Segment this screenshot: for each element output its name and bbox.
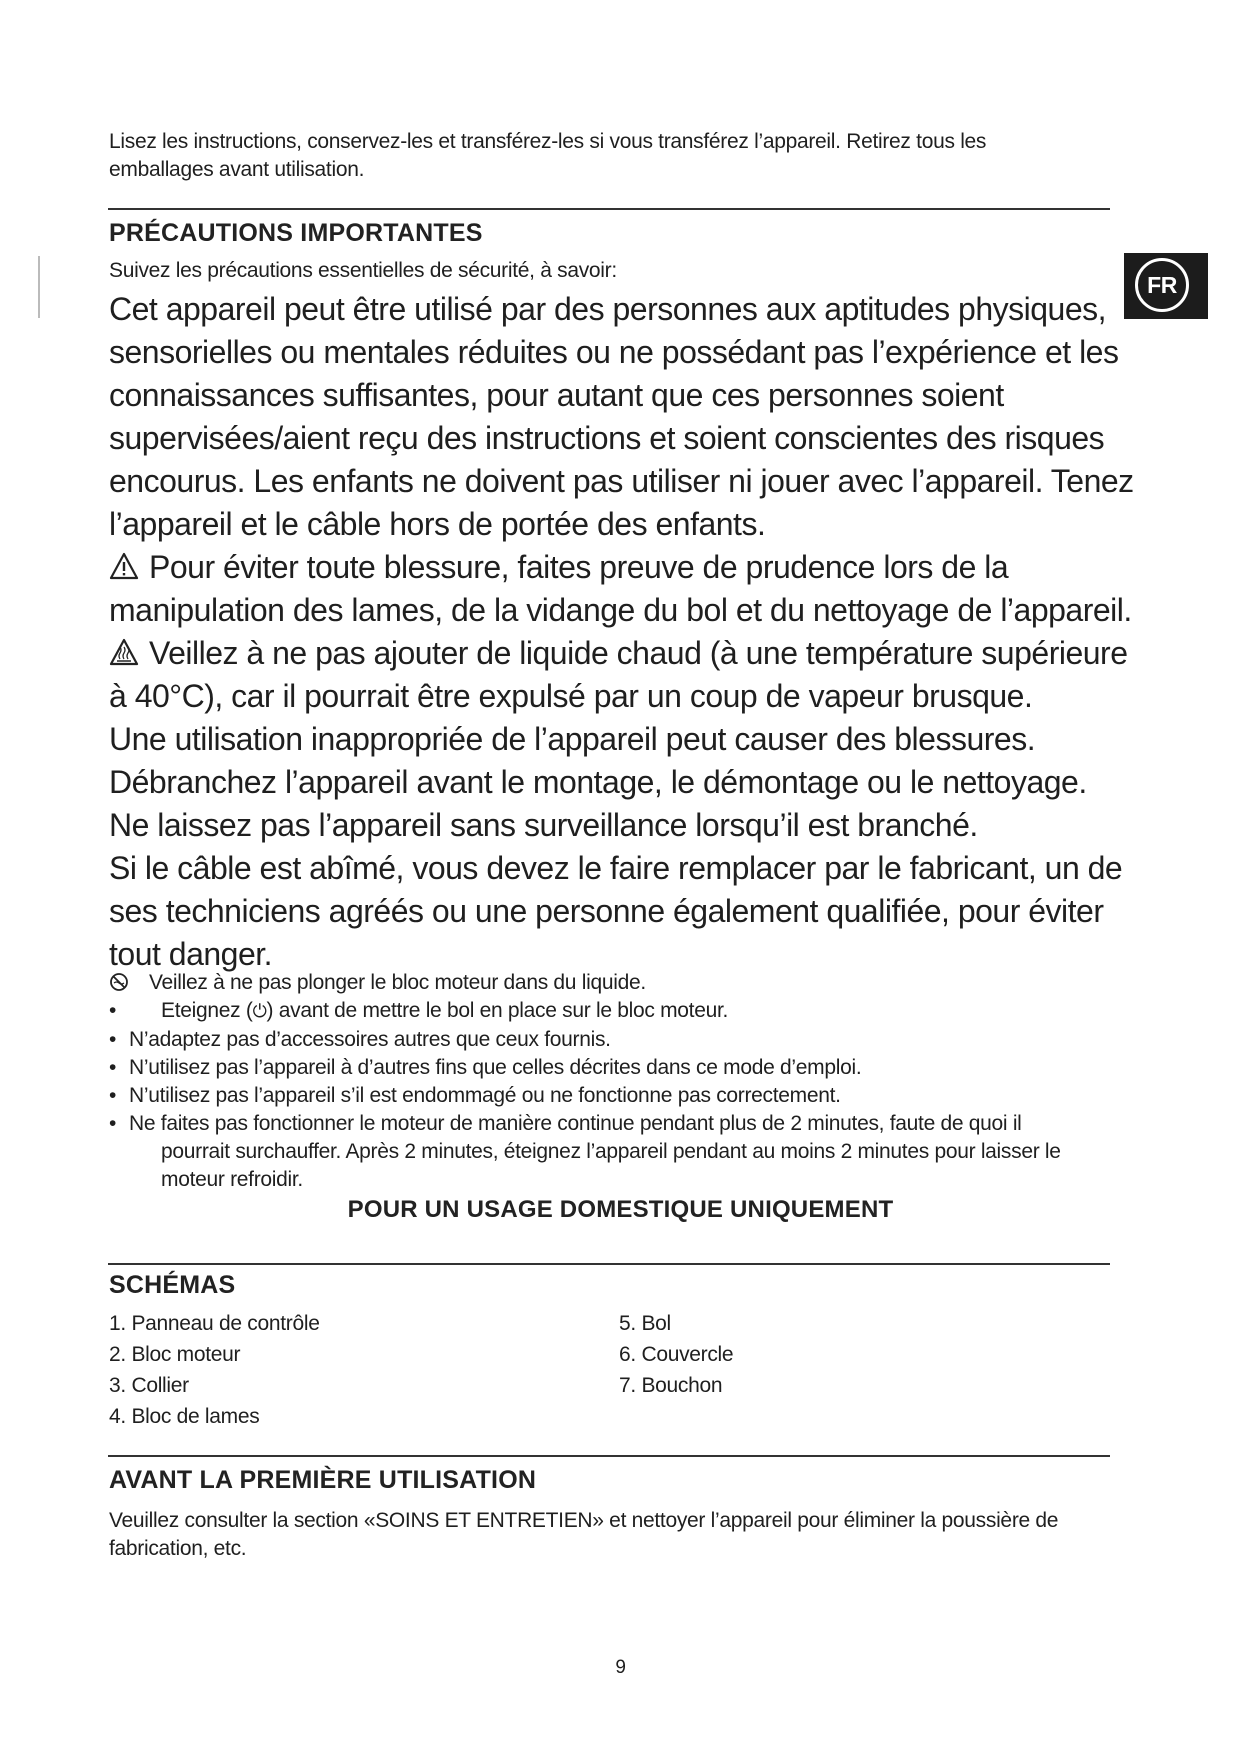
list-item-text: N’utilisez pas l’appareil à d’autres fins que celles décrites dans ce mode d’emploi. [129,1056,862,1079]
divider [108,208,1110,210]
precautions-list [109,969,1109,1194]
no-immerse-icon [109,969,149,997]
bullet-icon: • [109,1028,117,1051]
list-item [109,1110,1109,1138]
paragraph-line: sensorielles ou mentales réduites ou ne possédant pas l’expérience et les [109,334,1119,370]
list-item: 4. Bloc de lames [109,1405,260,1428]
paragraph-line: manipulation des lames, de la vidange du bol et du nettoyage de l’appareil. [109,592,1132,628]
list-item-continuation: pourrait surchauffer. Après 2 minutes, éteignez l’appareil pendant au moins 2 minutes pour laisser le [161,1140,1061,1163]
power-icon: ⏻ [252,1001,267,1022]
paragraph-line: supervisées/aient reçu des instructions et soient conscientes des risques [109,420,1105,456]
intro-line: Lisez les instructions, conservez-les et transférez-les si vous transférez l’appareil. Retirez tous les [109,130,987,153]
list-item [109,1026,1109,1054]
switch-off-text-before: Eteignez ( [161,999,253,1022]
paragraph-line: Si le câble est abîmé, vous devez le faire remplacer par le fabricant, un de [109,850,1123,886]
first-use-line: fabrication, etc. [109,1537,247,1560]
paragraph-line: connaissances suffisantes, pour autant que ces personnes soient [109,377,1004,413]
blade-warning-text: Pour éviter toute blessure, faites preuve de prudence lors de la [149,549,1009,585]
list-item [109,1082,1109,1110]
warning-triangle-icon [109,546,149,589]
list-item: 5. Bol [619,1312,671,1335]
language-badge [1124,253,1208,319]
hot-liquid-warning [109,632,1134,675]
list-item: 1. Panneau de contrôle [109,1312,320,1335]
hot-surface-warning-icon [109,632,149,675]
first-use-line: Veuillez consulter la section «SOINS ET ENTRETIEN» et nettoyer l’appareil pour éliminer la poussière de [109,1509,1059,1532]
precautions-main-paragraph [109,288,1134,976]
paragraph-line: Débranchez l’appareil avant le montage, le démontage ou le nettoyage. [109,764,1087,800]
list-item: 6. Couvercle [619,1343,734,1366]
first-use-heading: AVANT LA PREMIÈRE UTILISATION [109,1466,537,1494]
no-immerse-item [109,969,1109,997]
hot-liquid-warning-text: Veillez à ne pas ajouter de liquide chaud (à une température supérieure [149,635,1128,671]
paragraph-line: Une utilisation inappropriée de l’appareil peut causer des blessures. [109,721,1036,757]
page-number: 9 [615,1657,626,1678]
list-item-continuation: moteur refroidir. [161,1168,303,1191]
paragraph-line: l’appareil et le câble hors de portée des enfants. [109,506,766,542]
list-item-text: N’adaptez pas d’accessoires autres que ceux fournis. [129,1028,611,1051]
paragraph-line: encourus. Les enfants ne doivent pas utiliser ni jouer avec l’appareil. Tenez [109,463,1134,499]
list-item: 7. Bouchon [619,1374,723,1397]
schemas-list-left [109,1310,320,1434]
list-item-text: N’utilisez pas l’appareil s’il est endommagé ou ne fonctionne pas correctement. [129,1084,841,1107]
switch-off-text-after: ) avant de mettre le bol en place sur le bloc moteur. [266,999,729,1022]
list-item-text: Ne faites pas fonctionner le moteur de manière continue pendant plus de 2 minutes, faute de quoi il [129,1112,1022,1135]
precautions-heading: PRÉCAUTIONS IMPORTANTES [109,219,483,247]
schemas-heading: SCHÉMAS [109,1271,236,1299]
paragraph-line: ses techniciens agréés ou une personne également qualifiée, pour éviter [109,893,1104,929]
precautions-subtitle: Suivez les précautions essentielles de sécurité, à savoir: [109,259,617,282]
paragraph-line: tout danger. [109,936,273,972]
list-item: 2. Bloc moteur [109,1343,241,1366]
intro-text [109,128,986,184]
no-immerse-text: Veillez à ne pas plonger le bloc moteur dans du liquide. [149,971,646,994]
switch-off-item [109,997,1109,1026]
schemas-list-right [619,1310,733,1403]
intro-line: emballages avant utilisation. [109,158,365,181]
list-item: 3. Collier [109,1374,189,1397]
blade-warning [109,546,1134,589]
bullet-icon: • [109,1112,117,1135]
divider [108,1455,1110,1457]
paragraph-line: à 40°C), car il pourrait être expulsé par un coup de vapeur brusque. [109,678,1033,714]
paragraph-line: Ne laissez pas l’appareil sans surveillance lorsqu’il est branché. [109,807,978,843]
domestic-use-notice: POUR UN USAGE DOMESTIQUE UNIQUEMENT [347,1196,894,1223]
margin-mark [38,256,40,318]
divider [108,1263,1110,1265]
list-item [109,1054,1109,1082]
bullet-icon: • [109,1056,117,1079]
language-badge-label: FR [1135,258,1189,312]
paragraph-line: Cet appareil peut être utilisé par des personnes aux aptitudes physiques, [109,291,1107,327]
first-use-text [109,1507,1058,1563]
bullet-icon: • [109,999,117,1022]
bullet-icon: • [109,1084,117,1107]
